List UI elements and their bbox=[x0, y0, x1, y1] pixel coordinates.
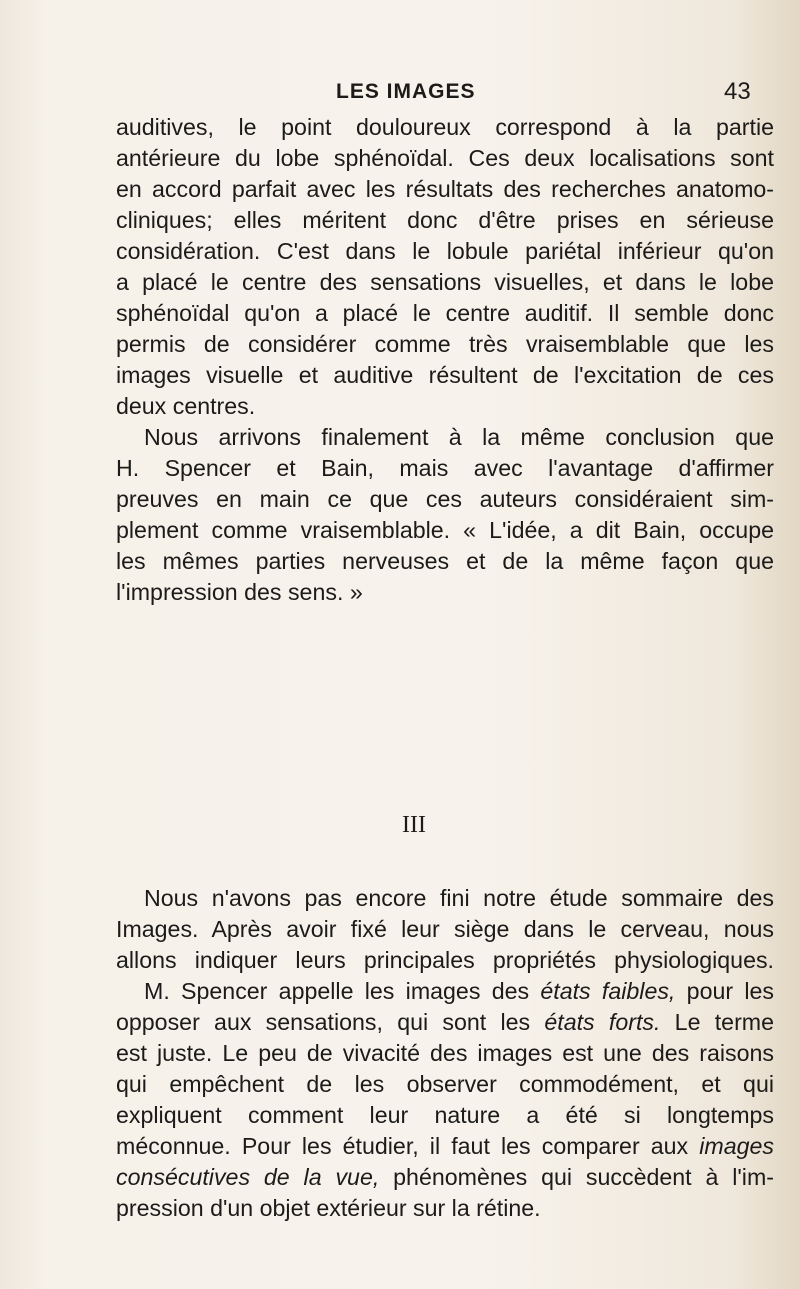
text-line: preuves en main ce que ces auteurs considéraient sim- bbox=[116, 486, 774, 512]
text-line: H. Spencer et Bain, mais avec l'avantage d'affirmer bbox=[116, 455, 774, 481]
text-line: Nous n'avons pas encore fini notre étude sommaire des bbox=[144, 885, 774, 911]
emphasis-text: états forts. bbox=[544, 1009, 661, 1035]
text-line: qui empêchent de les observer commodément, et qui bbox=[116, 1071, 774, 1097]
text-line bbox=[116, 1131, 774, 1162]
text-segment: méconnue. Pour les étudier, il faut les comparer aux bbox=[116, 1133, 700, 1159]
text-line: sphénoïdal qu'on a placé le centre auditif. Il semble donc bbox=[116, 300, 774, 326]
text-line: deux centres. bbox=[116, 393, 256, 419]
text-segment: M. Spencer appelle les images des bbox=[144, 978, 541, 1004]
text-segment: Le terme bbox=[660, 1009, 774, 1035]
text-line: les mêmes parties nerveuses et de la même façon que bbox=[116, 548, 774, 574]
text-segment: opposer aux sensations, qui sont les bbox=[116, 1009, 545, 1035]
emphasis-text: états faibles, bbox=[540, 978, 676, 1004]
text-line bbox=[116, 1162, 774, 1193]
text-line: considération. C'est dans le lobule pariétal inférieur qu'on bbox=[116, 238, 774, 264]
text-line: l'impression des sens. » bbox=[116, 579, 363, 605]
text-line bbox=[116, 976, 774, 1007]
text-segment: pour les bbox=[675, 978, 774, 1004]
page-number: 43 bbox=[724, 78, 751, 105]
text-line: cliniques; elles méritent donc d'être prises en sérieuse bbox=[116, 207, 774, 233]
text-line bbox=[116, 1007, 774, 1038]
text-line: pression d'un objet extérieur sur la rétine. bbox=[116, 1195, 541, 1221]
text-segment: phénomènes qui succèdent à l'im- bbox=[379, 1164, 774, 1190]
text-line: images visuelle et auditive résultent de l'excitation de ces bbox=[116, 362, 774, 388]
text-line: a placé le centre des sensations visuelles, et dans le lobe bbox=[116, 269, 774, 295]
emphasis-text: consécutives de la vue, bbox=[116, 1164, 380, 1190]
text-line: en accord parfait avec les résultats des recherches anatomo- bbox=[116, 176, 774, 202]
text-line: expliquent comment leur nature a été si longtemps bbox=[116, 1102, 774, 1128]
text-block-top bbox=[116, 112, 774, 608]
running-head bbox=[0, 78, 800, 108]
text-line: est juste. Le peu de vivacité des images est une des raisons bbox=[116, 1040, 774, 1066]
text-line: antérieure du lobe sphénoïdal. Ces deux localisations sont bbox=[116, 145, 774, 171]
text-line: Images. Après avoir fixé leur siège dans le cerveau, nous bbox=[116, 916, 774, 942]
text-line: permis de considérer comme très vraisemblable que les bbox=[116, 331, 774, 357]
paragraph-2 bbox=[116, 422, 774, 608]
text-line: Nous arrivons finalement à la même conclusion que bbox=[144, 424, 774, 450]
text-line: auditives, le point douloureux correspond à la partie bbox=[116, 114, 774, 140]
paragraph-3 bbox=[116, 883, 774, 1224]
text-line: plement comme vraisemblable. « L'idée, a dit Bain, occupe bbox=[116, 517, 774, 543]
text-line: allons indiquer leurs principales propriétés physiologiques. bbox=[116, 947, 774, 973]
section-heading: III bbox=[402, 812, 426, 838]
emphasis-text: images bbox=[699, 1133, 774, 1159]
running-title: LES IMAGES bbox=[336, 80, 476, 103]
paragraph-1 bbox=[116, 112, 774, 422]
